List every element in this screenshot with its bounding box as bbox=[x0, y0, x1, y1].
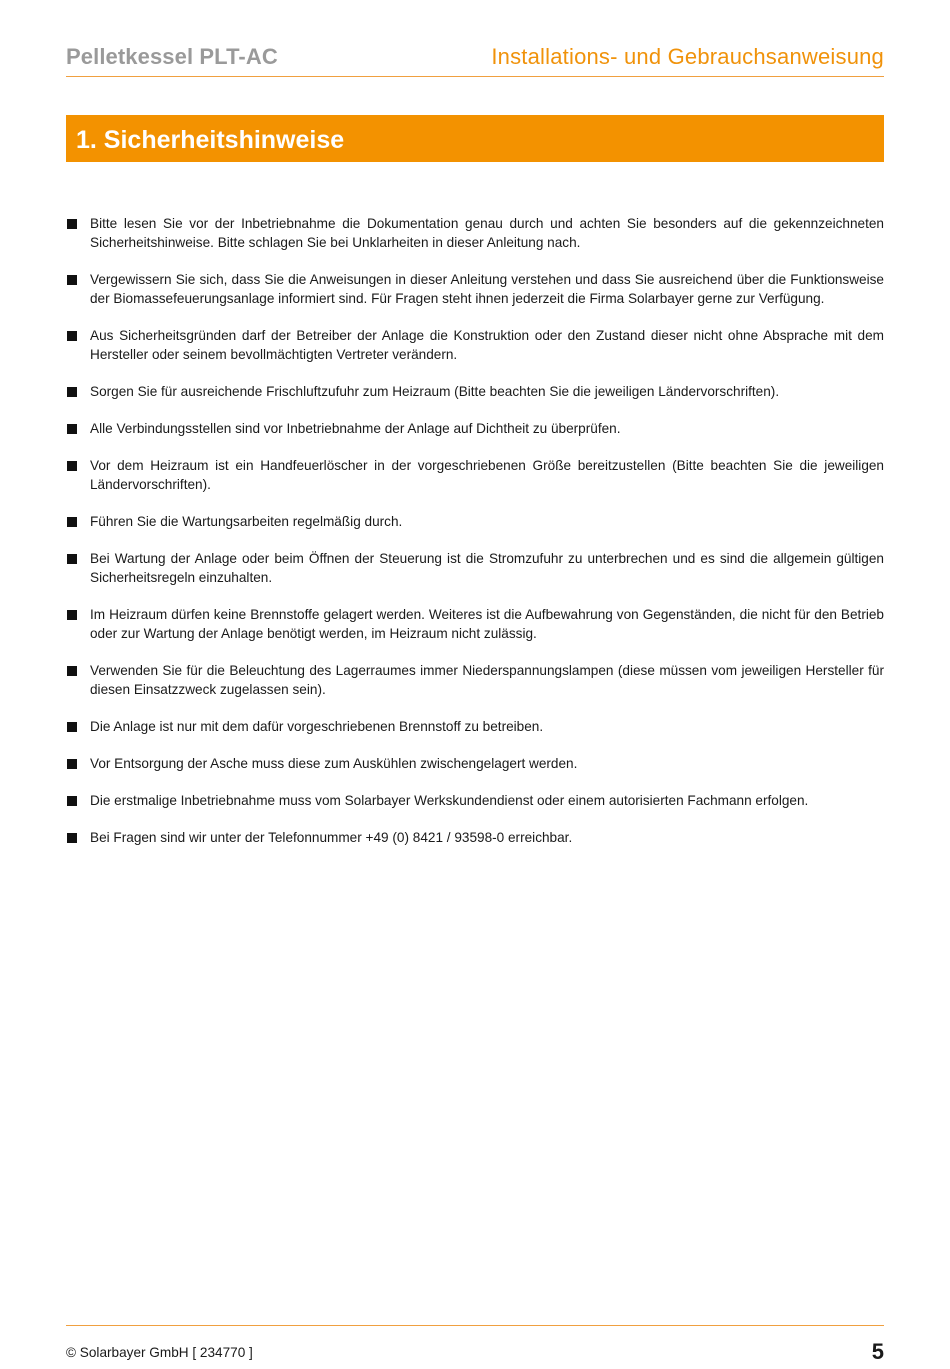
list-item bbox=[66, 326, 884, 364]
list-item bbox=[66, 828, 884, 847]
square-bullet-icon bbox=[67, 424, 77, 434]
list-item bbox=[66, 512, 884, 531]
list-item bbox=[66, 605, 884, 643]
square-bullet-icon bbox=[67, 554, 77, 564]
list-item-text: Führen Sie die Wartungsarbeiten regelmäßig durch. bbox=[90, 514, 403, 529]
square-bullet-icon bbox=[67, 331, 77, 341]
square-bullet-icon bbox=[67, 759, 77, 769]
list-item bbox=[66, 270, 884, 308]
document-type: Installations- und Gebrauchsanweisung bbox=[491, 44, 884, 69]
list-item bbox=[66, 214, 884, 252]
square-bullet-icon bbox=[67, 219, 77, 229]
list-item-text: Verwenden Sie für die Beleuchtung des Lagerraumes immer Niederspannungslampen (diese müssen vom jeweiligen Hersteller für diesen Einsatzzweck zugelassen sein). bbox=[90, 663, 884, 697]
list-item bbox=[66, 661, 884, 699]
list-item bbox=[66, 382, 884, 401]
page-header bbox=[66, 40, 884, 77]
square-bullet-icon bbox=[67, 833, 77, 843]
square-bullet-icon bbox=[67, 722, 77, 732]
section-heading-bar bbox=[66, 115, 884, 162]
section-title: 1. Sicherheitshinweise bbox=[76, 126, 345, 154]
list-item-text: Alle Verbindungsstellen sind vor Inbetriebnahme der Anlage auf Dichtheit zu überprüfen. bbox=[90, 421, 621, 436]
list-item-text: Die Anlage ist nur mit dem dafür vorgeschriebenen Brennstoff zu betreiben. bbox=[90, 719, 544, 734]
list-item-text: Im Heizraum dürfen keine Brennstoffe gelagert werden. Weiteres ist die Aufbewahrung von Gegenständen, die nicht für den Betrieb oder zur Wartung der Anlage benötigt werden, im Heizraum nicht zulässig. bbox=[90, 607, 884, 641]
square-bullet-icon bbox=[67, 796, 77, 806]
square-bullet-icon bbox=[67, 387, 77, 397]
copyright-notice: © Solarbayer GmbH [ 234770 ] bbox=[66, 1345, 253, 1360]
list-item bbox=[66, 456, 884, 494]
square-bullet-icon bbox=[67, 275, 77, 285]
list-item bbox=[66, 717, 884, 736]
list-item-text: Vor Entsorgung der Asche muss diese zum Auskühlen zwischengelagert werden. bbox=[90, 756, 578, 771]
square-bullet-icon bbox=[67, 666, 77, 676]
square-bullet-icon bbox=[67, 461, 77, 471]
list-item bbox=[66, 549, 884, 587]
safety-notes-list bbox=[66, 214, 884, 865]
page-footer bbox=[66, 1325, 884, 1366]
product-name: Pelletkessel PLT-AC bbox=[66, 44, 278, 69]
list-item-text: Vor dem Heizraum ist ein Handfeuerlöscher in der vorgeschriebenen Größe bereitzustellen (Bitte beachten Sie die jeweiligen Ländervorschriften). bbox=[90, 458, 884, 492]
list-item-text: Bei Wartung der Anlage oder beim Öffnen der Steuerung ist die Stromzufuhr zu unterbrechen und es sind die allgemein gültigen Sicherheitsregeln einzuhalten. bbox=[90, 551, 884, 585]
square-bullet-icon bbox=[67, 610, 77, 620]
list-item-text: Aus Sicherheitsgründen darf der Betreiber der Anlage die Konstruktion oder den Zustand dieser nicht ohne Absprache mit dem Hersteller oder seinem bevollmächtigten Vertreter verändern. bbox=[90, 328, 884, 362]
square-bullet-icon bbox=[67, 517, 77, 527]
list-item bbox=[66, 754, 884, 773]
list-item-text: Sorgen Sie für ausreichende Frischluftzufuhr zum Heizraum (Bitte beachten Sie die jeweiligen Ländervorschriften). bbox=[90, 384, 780, 399]
list-item bbox=[66, 419, 884, 438]
list-item bbox=[66, 791, 884, 810]
list-item-text: Bitte lesen Sie vor der Inbetriebnahme die Dokumentation genau durch und achten Sie besonders auf die gekennzeichneten Sicherheitshinweise. Bitte schlagen Sie bei Unklarheiten in dieser Anleitung nach. bbox=[90, 216, 884, 250]
page-number: 5 bbox=[871, 1339, 884, 1364]
list-item-text: Bei Fragen sind wir unter der Telefonnummer +49 (0) 8421 / 93598-0 erreichbar. bbox=[90, 830, 573, 845]
list-item-text: Die erstmalige Inbetriebnahme muss vom Solarbayer Werkskundendienst oder einem autorisierten Fachmann erfolgen. bbox=[90, 793, 809, 808]
list-item-text: Vergewissern Sie sich, dass Sie die Anweisungen in dieser Anleitung verstehen und dass Sie ausreichend über die Funktionsweise der Biomassefeuerungsanlage informiert sind. Für Fragen steht ihnen jederzeit die Firma Solarbayer gerne zur Verfügung. bbox=[90, 272, 884, 306]
